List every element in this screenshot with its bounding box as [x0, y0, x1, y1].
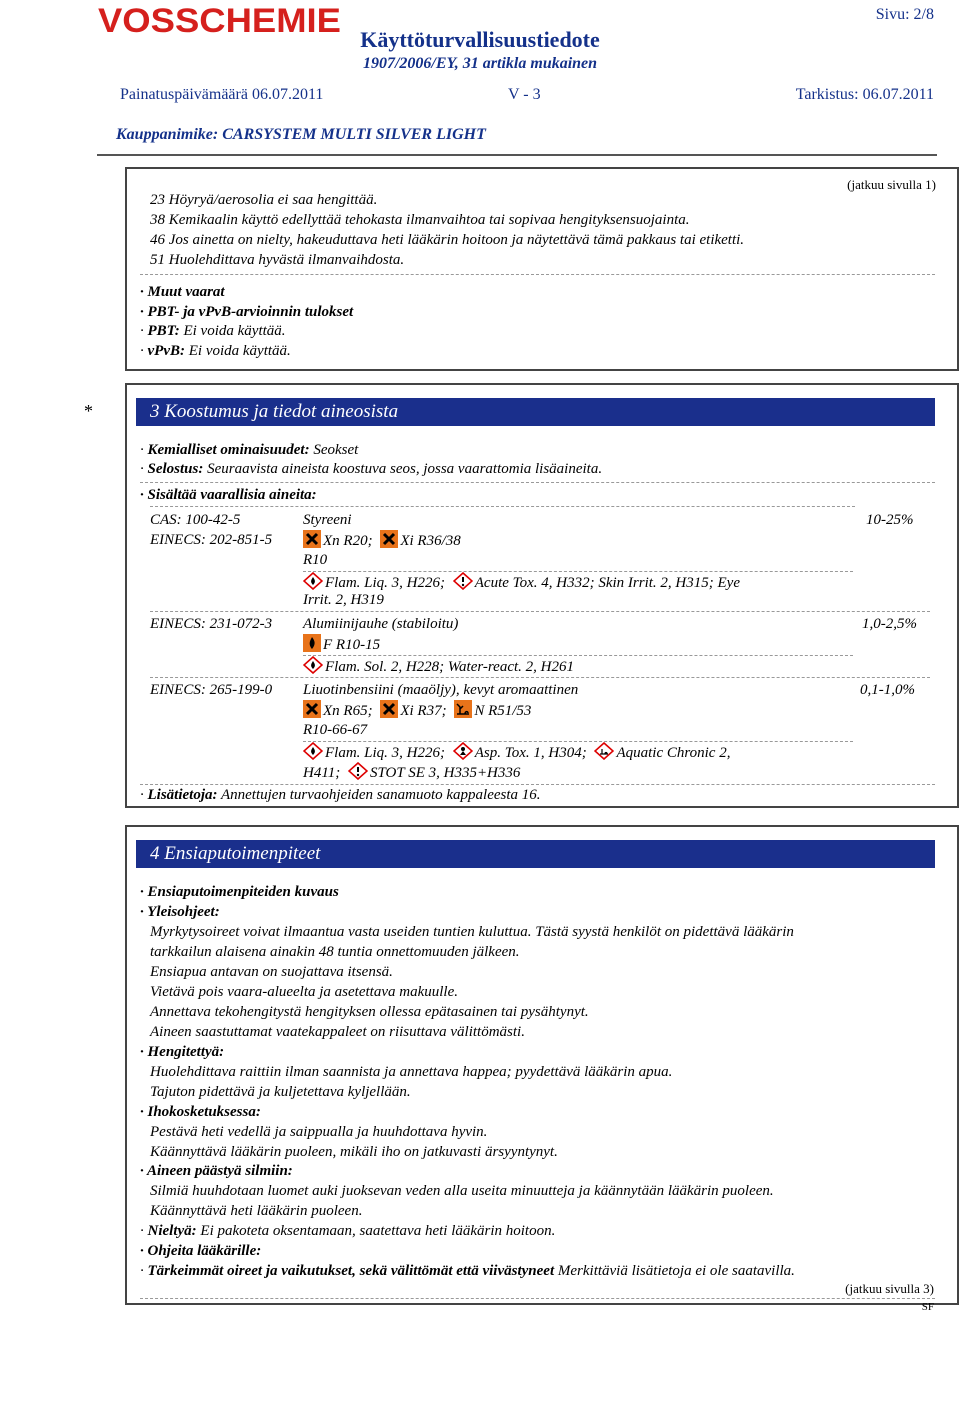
phrase-51: 51 Huolehdittava hyvästä ilmanvaihdosta. — [150, 252, 405, 268]
general-line: Vietävä pois vaara-alueelta ja asetettava makuulle. — [150, 984, 458, 1000]
general-line: Ensiapua antavan on suojattava itsensä. — [150, 964, 393, 980]
ghs-continued: H411; STOT SE 3, H335+H336 — [303, 762, 520, 786]
contains-heading: · Sisältää vaarallisia aineita: — [140, 487, 317, 503]
header-divider — [97, 154, 937, 156]
continued-from: (jatkuu sivulla 1) — [847, 177, 936, 192]
r-phrase-r10: R10 — [303, 552, 328, 568]
general-line: Myrkytysoireet voivat ilmaantua vasta useiden tuntien kuluttua. Tästä syystä henkilöt on pidettävä lääkärin — [150, 924, 794, 940]
general-line: Aineen saastuttamat vaatekappaleet on riisuttava välittömästi. — [150, 1024, 525, 1040]
r-phrases: F R10-15 — [303, 634, 380, 658]
product-name: Kauppanimike: CARSYSTEM MULTI SILVER LIGHT — [116, 126, 486, 143]
row-divider — [150, 611, 930, 612]
divider — [140, 482, 935, 483]
section-3-title: 3 Koostumus ja tiedot aineosista — [136, 398, 935, 426]
description: · Selostus: Seuraavista aineista koostuva seos, jossa vaarattomia lisäaineita. — [140, 461, 603, 477]
ghs-classification: Flam. Sol. 2, H228; Water-react. 2, H261 — [303, 656, 574, 680]
document-subtitle: 1907/2006/EY, 31 artikla mukainen — [362, 55, 598, 72]
pbt-heading: · PBT- ja vPvB-arvioinnin tulokset — [140, 304, 354, 320]
environment-pictogram-icon — [594, 742, 614, 766]
inhaled-line: Huolehdittava raittiin ilman saannista ja annettava happea; pyydettävä lääkärin apua. — [150, 1064, 673, 1080]
revision-date: Tarkistus: 06.07.2011 — [795, 86, 934, 103]
general-line: tarkkailun alaisena ainakin 48 tuntia onnettomuuden jälkeen. — [150, 944, 520, 960]
irritant-cross-icon — [380, 700, 398, 724]
eyes-heading: · Aineen päästyä silmiin: — [140, 1163, 293, 1179]
change-marker: * — [84, 401, 93, 421]
phrase-46: 46 Jos ainetta on nielty, hakeuduttava heti lääkärin hoitoon ja näytettävä tämä pakkaus tai etiketti. — [150, 232, 745, 248]
skin-heading: · Ihokosketuksessa: — [140, 1104, 261, 1120]
cas-id: CAS: 100-42-5 — [150, 512, 241, 528]
inhaled-line: Tajuton pidettävä ja kuljetettava kyljellään. — [150, 1084, 411, 1100]
concentration: 1,0-2,5% — [862, 616, 917, 632]
phrase-38: 38 Kemikaalin käyttö edellyttää tehokasta ilmanvaihtoa tai sopivaa hengityksensuojainta. — [150, 212, 690, 228]
section-4-title: 4 Ensiaputoimenpiteet — [136, 840, 935, 868]
row-divider — [150, 677, 930, 678]
substance-name: Styreeni — [303, 512, 352, 528]
skin-line: Käännyttävä lääkärin puoleen, mikäli iho on jatkuvasti ärsyyntynyt. — [150, 1144, 558, 1160]
exclamation-pictogram-icon — [348, 762, 368, 786]
substance-name: Alumiinijauhe (stabiloitu) — [303, 616, 459, 632]
einecs-id: EINECS: 202-851-5 — [150, 532, 273, 548]
first-aid-description-heading: · Ensiaputoimenpiteiden kuvaus — [140, 884, 339, 900]
version: V - 3 — [508, 86, 541, 103]
divider — [140, 1298, 935, 1299]
doctor-heading: · Ohjeita lääkärille: — [140, 1243, 262, 1259]
other-hazards-heading: · Muut vaarat — [140, 284, 225, 300]
ghs-classification: Flam. Liq. 3, H226; Acute Tox. 4, H332; Skin Irrit. 2, H315; Eye — [303, 572, 740, 596]
einecs-id: EINECS: 265-199-0 — [150, 682, 273, 698]
table-top-divider — [150, 506, 855, 507]
r-phrases: Xn R65; Xi R37; N R51/53 — [303, 700, 531, 724]
r-phrases: Xn R20; Xi R36/38 — [303, 530, 461, 554]
vpvb-line: · vPvB: Ei voida käyttää. — [140, 343, 291, 359]
skin-line: Pestävä heti vedellä ja saippualla ja huuhdottava hyvin. — [150, 1124, 488, 1140]
general-line: Annettava tekohengitystä hengityksen ollessa epätasainen tai pysähtynyt. — [150, 1004, 589, 1020]
ghs-classification: Flam. Liq. 3, H226; Asp. Tox. 1, H304; Aquatic Chronic 2, — [303, 742, 730, 766]
ghs-continued: Irrit. 2, H319 — [303, 592, 384, 608]
substance-name: Liuotinbensiini (maaöljy), kevyt aromaattinen — [303, 682, 579, 698]
page-number: Sivu: 2/8 — [875, 6, 934, 23]
swallowed-line: · Nieltyä: Ei pakoteta oksentamaan, saatettava heti lääkärin hoitoon. — [140, 1223, 556, 1239]
r-phrase-group: R10-66-67 — [303, 722, 368, 738]
pbt-line: · PBT: Ei voida käyttää. — [140, 323, 286, 339]
language-code: SF — [921, 1301, 934, 1313]
brand-text: VOSSCHEMIE — [98, 2, 341, 36]
divider — [140, 784, 935, 785]
inhaled-heading: · Hengitettyä: — [140, 1044, 225, 1060]
concentration: 0,1-1,0% — [860, 682, 915, 698]
symptoms-line: · Tärkeimmät oireet ja vaikutukset, sekä välittömät että viivästyneet Merkittäviä lisätietoja ei ole saatavilla. — [140, 1263, 795, 1279]
environment-icon — [454, 700, 472, 724]
chem-properties: · Kemialliset ominaisuudet: Seokset — [140, 442, 359, 458]
document-title: Käyttöturvallisuustiedote — [360, 27, 600, 52]
einecs-id: EINECS: 231-072-3 — [150, 616, 273, 632]
additional-info: · Lisätietoja: Annettujen turvaohjeiden sanamuoto kappaleesta 16. — [140, 787, 541, 803]
irritant-cross-icon — [380, 530, 398, 554]
divider — [140, 274, 935, 275]
eyes-line: Käännyttävä heti lääkärin puoleen. — [150, 1203, 363, 1219]
concentration: 10-25% — [866, 512, 914, 528]
continued-to: (jatkuu sivulla 3) — [845, 1281, 934, 1296]
phrase-23: 23 Höyryä/aerosolia ei saa hengittää. — [150, 192, 378, 208]
exclamation-pictogram-icon — [453, 572, 473, 596]
general-heading: · Yleisohjeet: — [140, 904, 220, 920]
eyes-line: Silmiä huuhdotaan luomet auki juoksevan veden alla useita minuutteja ja käännytään lääkärin puoleen. — [150, 1183, 774, 1199]
print-date: Painatuspäivämäärä 06.07.2011 — [120, 86, 324, 103]
